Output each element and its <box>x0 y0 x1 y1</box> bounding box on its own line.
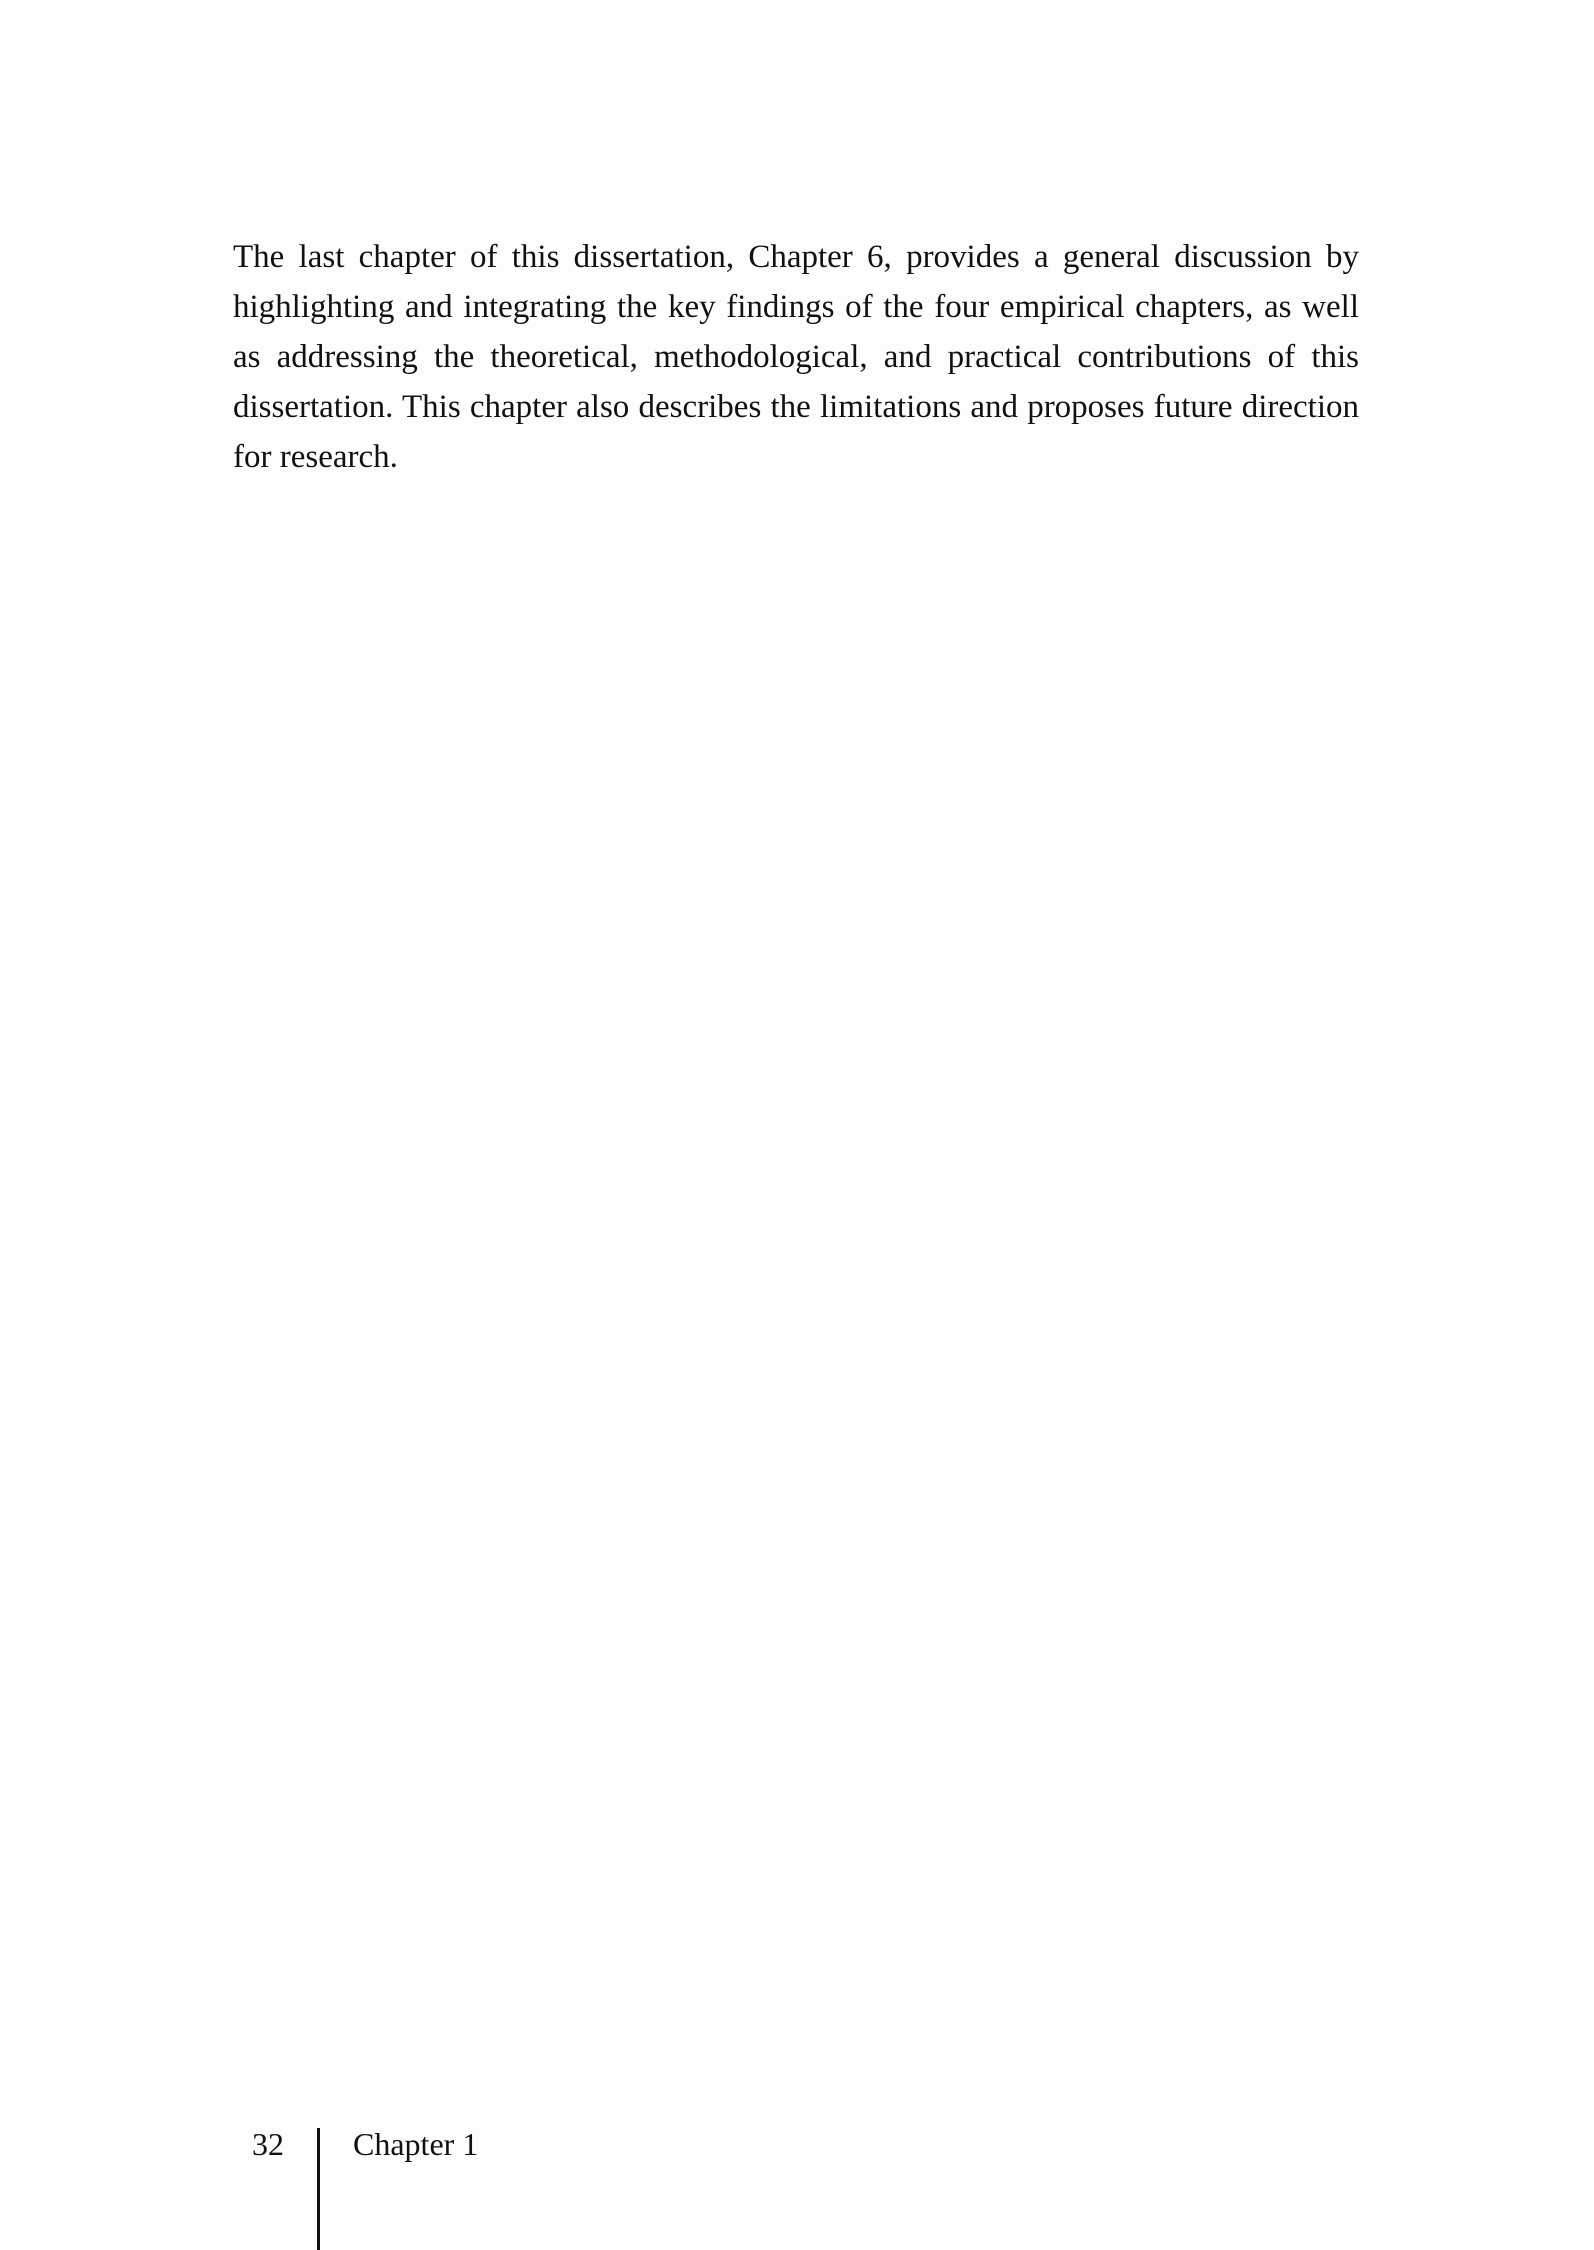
running-head: Chapter 1 <box>353 2126 479 2162</box>
page-number: 32 <box>252 2126 284 2162</box>
footer-divider <box>317 2128 320 2250</box>
body-paragraph: The last chapter of this dissertation, Chapter 6, provides a general discussion by highlighting and integrating the key findings of the four empirical chapters, as well as addressing the theoretical, methodological, and practical contributions of this dissertation. This chapter also describes the limitations and proposes future direction for research. <box>233 239 1359 475</box>
